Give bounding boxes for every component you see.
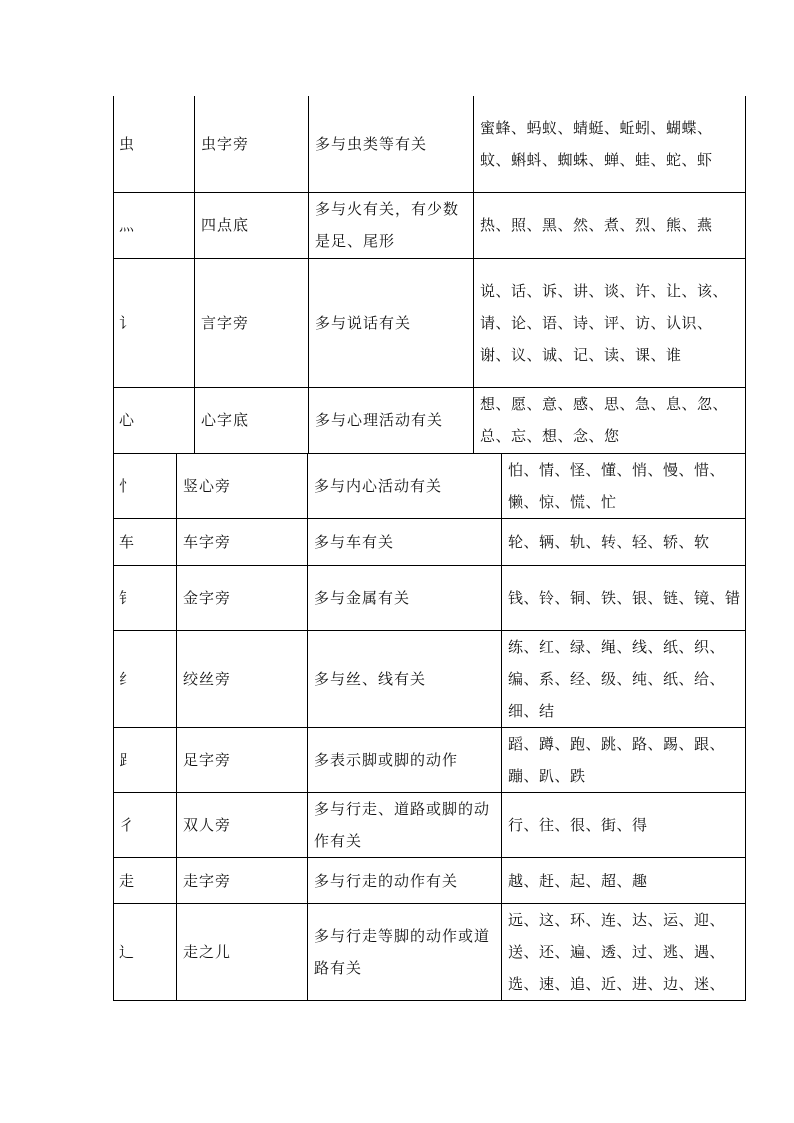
- table-row: [114, 728, 746, 793]
- examples-cell: 钱、铃、铜、铁、银、链、镜、错: [502, 566, 746, 631]
- radical-cell: 车: [114, 519, 177, 566]
- radical-name-cell: 四点底: [195, 192, 309, 258]
- radical-table-bottom: [113, 453, 746, 1001]
- examples-cell: 练、红、绿、绳、线、纸、织、编、系、经、级、纯、纸、给、细、结: [502, 631, 746, 728]
- table-row: [114, 858, 746, 904]
- examples-cell: 怕、情、怪、懂、悄、慢、惜、懒、惊、慌、忙: [502, 454, 746, 519]
- table-row: [114, 519, 746, 566]
- meaning-cell: 多与丝、线有关: [308, 631, 502, 728]
- examples-cell: 想、愿、意、感、思、急、息、忽、总、忘、想、念、您: [474, 387, 746, 453]
- radical-cell: 彳: [114, 793, 177, 858]
- radical-name-cell: 走之儿: [177, 904, 308, 1001]
- radical-name-cell: 足字旁: [177, 728, 308, 793]
- examples-cell: 越、赶、起、超、趣: [502, 858, 746, 904]
- radical-name-cell: 走字旁: [177, 858, 308, 904]
- table-row: [114, 904, 746, 1001]
- meaning-cell: 多与车有关: [308, 519, 502, 566]
- examples-cell: 蹈、蹲、跑、跳、路、踢、跟、蹦、趴、跌: [502, 728, 746, 793]
- meaning-cell: 多与说话有关: [309, 258, 474, 387]
- meaning-cell: 多表示脚或脚的动作: [308, 728, 502, 793]
- radical-name-cell: 言字旁: [195, 258, 309, 387]
- radical-cell: 心: [114, 387, 195, 453]
- table-row: [114, 387, 746, 453]
- radical-name-cell: 心字底: [195, 387, 309, 453]
- meaning-cell: 多与虫类等有关: [309, 96, 474, 192]
- examples-cell: 蜜蜂、蚂蚁、蜻蜓、蚯蚓、蝴蝶、蚊、蝌蚪、蜘蛛、蝉、蛙、蛇、虾: [474, 96, 746, 192]
- meaning-cell: 多与金属有关: [308, 566, 502, 631]
- meaning-cell: 多与火有关，有少数是足、尾形: [309, 192, 474, 258]
- radical-cell: 辶: [114, 904, 177, 1001]
- radical-name-cell: 绞丝旁: [177, 631, 308, 728]
- meaning-cell: 多与行走的动作有关: [308, 858, 502, 904]
- meaning-cell: 多与行走等脚的动作或道路有关: [308, 904, 502, 1001]
- radical-name-cell: 金字旁: [177, 566, 308, 631]
- radical-cell: 讠: [114, 258, 195, 387]
- radical-cell: 灬: [114, 192, 195, 258]
- radical-name-cell: 车字旁: [177, 519, 308, 566]
- meaning-cell: 多与心理活动有关: [309, 387, 474, 453]
- table-row: [114, 454, 746, 519]
- radical-cell: 忄: [114, 454, 177, 519]
- examples-cell: 远、这、环、连、达、运、迎、送、还、遍、透、过、逃、遇、选、速、追、近、进、边、迷、: [502, 904, 746, 1001]
- meaning-cell: 多与行走、道路或脚的动作有关: [308, 793, 502, 858]
- radical-cell: 走: [114, 858, 177, 904]
- examples-cell: 轮、辆、轨、转、轻、轿、软: [502, 519, 746, 566]
- meaning-cell: 多与内心活动有关: [308, 454, 502, 519]
- examples-cell: 行、往、很、街、得: [502, 793, 746, 858]
- radical-name-cell: 双人旁: [177, 793, 308, 858]
- table-row: [114, 631, 746, 728]
- examples-cell: 热、照、黑、然、煮、烈、熊、燕: [474, 192, 746, 258]
- radical-name-cell: 竖心旁: [177, 454, 308, 519]
- table-row: [114, 793, 746, 858]
- radical-table-top: [113, 96, 746, 454]
- table-row: [114, 96, 746, 192]
- table-row: [114, 192, 746, 258]
- radical-cell: 虫: [114, 96, 195, 192]
- table-row: [114, 258, 746, 387]
- radical-cell: 纟: [114, 631, 177, 728]
- radical-cell: ⻊: [114, 728, 177, 793]
- radical-name-cell: 虫字旁: [195, 96, 309, 192]
- table-row: [114, 566, 746, 631]
- examples-cell: 说、话、诉、讲、谈、许、让、该、请、论、语、诗、评、访、认识、谢、议、诚、记、读、课、谁: [474, 258, 746, 387]
- radical-cell: 钅: [114, 566, 177, 631]
